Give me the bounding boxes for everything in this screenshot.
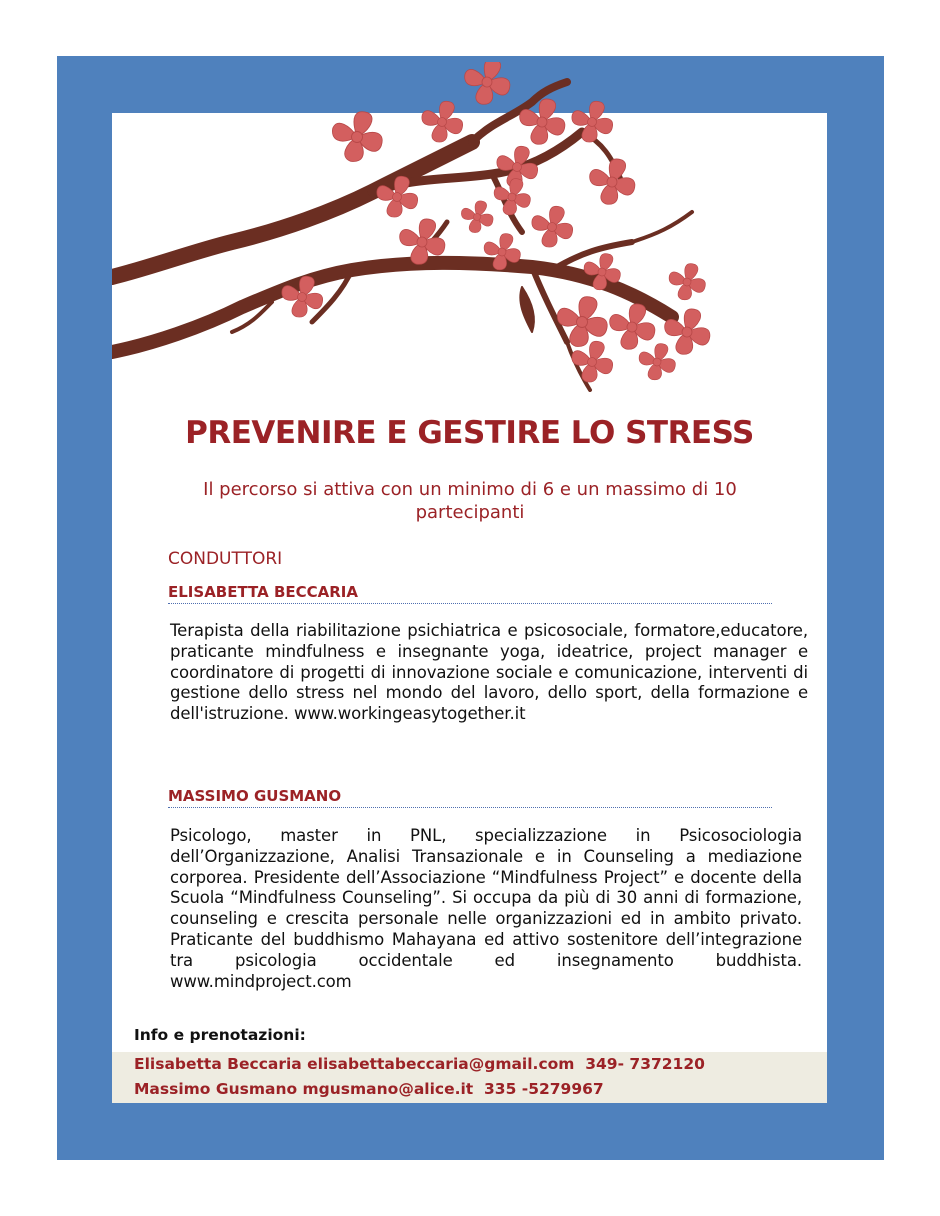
- conductor-bio-gusmano: Psicologo, master in PNL, specializzazione in Psicosociologia dell’Organizzazione, Analisi Transazionale e in Counseling a mediazione corporea. Presidente dell’Associazione “Mindfulness Project” e docente della Scuola “Mindfulness Counseling”. Si occupa da più di 30 anni di formazione, counseling e crescita personale nelle organizzazioni ed in ambito privato. Praticante del buddhismo Mahayana ed attivo sostenitore dell’integrazione tra psicologia occidentale ed insegnamento buddhista. www.mindproject.com: [170, 826, 802, 991]
- info-title: Info e prenotazioni:: [134, 1026, 306, 1044]
- contact-line-beccaria: Elisabetta Beccaria elisabettabeccaria@gmail.com 349- 7372120: [134, 1055, 705, 1073]
- conductor-name-beccaria: ELISABETTA BECCARIA: [168, 583, 772, 604]
- section-label-conductors: CONDUTTORI: [168, 549, 283, 569]
- conductor-bio-beccaria: Terapista della riabilitazione psichiatrica e psicosociale, formatore,educatore, praticante mindfulness e insegnante yoga, ideatrice, project manager e coordinatore di progetti di innovazione sociale e comunicazione, interventi di gestione dello stress nel mondo del lavoro, dello sport, della formazione e dell'istruzione. www.workingeasytogether.it: [170, 621, 808, 724]
- page-title: PREVENIRE E GESTIRE LO STRESS: [185, 415, 754, 451]
- conductor-name-gusmano: MASSIMO GUSMANO: [168, 787, 772, 808]
- subtitle: Il percorso si attiva con un minimo di 6 e un massimo di 10 partecipanti: [203, 479, 737, 523]
- cherry-blossom-branch-illustration: [112, 62, 732, 392]
- contact-line-gusmano: Massimo Gusmano mgusmano@alice.it 335 -5279967: [134, 1080, 604, 1098]
